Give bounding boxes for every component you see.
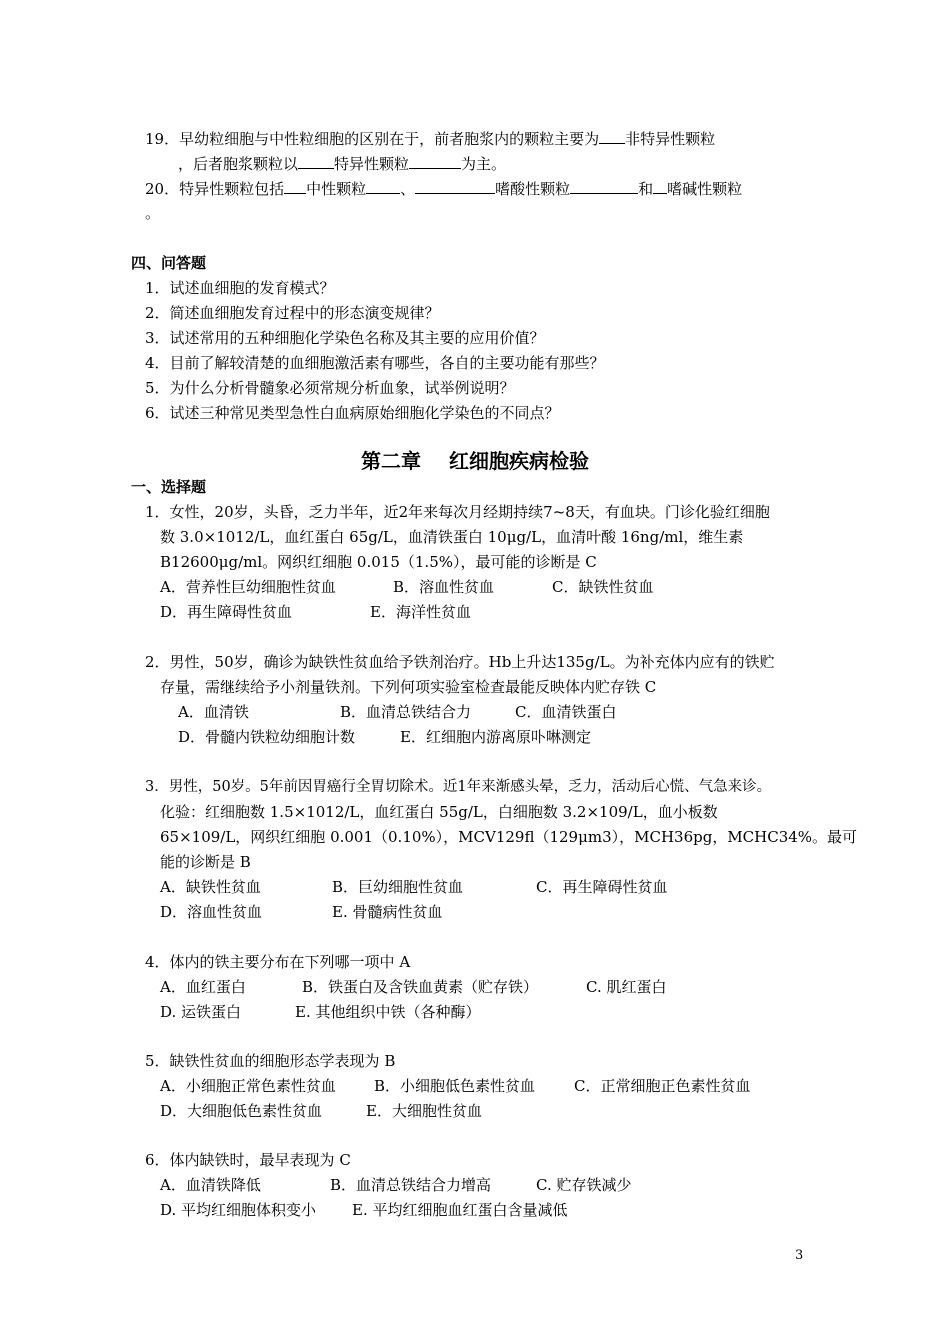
question-line: 能的诊断是 B	[160, 853, 251, 871]
option-b: B．铁蛋白及含铁血黄素（贮存铁）	[302, 978, 539, 996]
answer-text: 嗜酸性颗粒	[495, 180, 571, 198]
chapter-number: 第二章	[361, 449, 421, 473]
answer-blank	[653, 178, 667, 194]
essay-item: 2．简述血细胞发育过程中的形态演变规律？	[145, 304, 440, 322]
answer-blank	[415, 178, 495, 194]
essay-item: 4．目前了解较清楚的血细胞激活素有哪些，各自的主要功能有那些？	[145, 354, 605, 372]
option-b: B．巨幼细胞性贫血	[332, 878, 464, 896]
answer-text: 嗜碱性颗粒	[667, 180, 743, 198]
option-a: A．血红蛋白	[160, 978, 246, 996]
option-d: D．骨髓内铁粒幼细胞计数	[178, 728, 356, 746]
option-a: A．血清铁降低	[160, 1176, 261, 1194]
question-text: 、	[400, 180, 416, 198]
question-line: 65×109/L，网织红细胞 0.001（0.10%），MCV129fl（129μm3），MCH36pg，MCHC34%。最可	[160, 828, 858, 846]
question-text: ，后者胞浆颗粒以	[178, 155, 299, 173]
essay-item: 1．试述血细胞的发育模式？	[145, 279, 335, 297]
option-c: C. 肌红蛋白	[586, 978, 667, 996]
choice-heading: 一、选择题	[131, 478, 207, 496]
answer-text: 特异性颗粒	[334, 155, 410, 173]
option-e: E．大细胞性贫血	[366, 1102, 482, 1120]
essay-heading: 四、问答题	[131, 254, 207, 272]
option-b: B．血清总铁结合力	[340, 703, 472, 721]
fill-in-question-19-cont	[178, 153, 506, 174]
answer-blank	[366, 178, 400, 194]
question-line: B12600μg/ml。网织红细胞 0.015（1.5%），最可能的诊断是 C	[160, 553, 597, 571]
question-text: 为主。	[461, 155, 507, 173]
option-b: B．溶血性贫血	[393, 578, 495, 596]
question-line: 数 3.0×1012/L，血红蛋白 65g/L，血清铁蛋白 10μg/L，血清叶酸 16ng/ml，维生素	[160, 528, 744, 546]
question-line: 3．男性，50岁。5年前因胃癌行全胃切除术。近1年来渐感头晕，乏力，活动后心慌、气急来诊。	[145, 779, 772, 795]
page-number: 3	[795, 1248, 804, 1263]
option-d: D. 平均红细胞体积变小	[160, 1201, 317, 1219]
option-b: B．小细胞低色素性贫血	[374, 1077, 536, 1095]
question-text: 和	[638, 180, 654, 198]
answer-blank	[599, 128, 625, 144]
option-c: C. 贮存铁减少	[536, 1176, 632, 1194]
answer-blank	[284, 178, 306, 194]
question-line: 存量，需继续给予小剂量铁剂。下列何项实验室检查最能反映体内贮存铁 C	[160, 678, 657, 696]
question-line: 6．体内缺铁时，最早表现为 C	[145, 1151, 351, 1169]
fill-in-question-20	[145, 178, 742, 199]
option-c: C．正常细胞正色素性贫血	[574, 1077, 751, 1095]
option-c: C．再生障碍性贫血	[536, 878, 668, 896]
chapter-name: 红细胞疾病检验	[449, 449, 589, 473]
question-text: 。	[145, 204, 161, 222]
answer-text: 非特异性颗粒	[625, 130, 716, 148]
option-b: B．血清总铁结合力增高	[330, 1176, 492, 1194]
question-line: 化验：红细胞数 1.5×1012/L，血红蛋白 55g/L，白细胞数 3.2×109/L，血小板数	[160, 803, 718, 821]
option-d: D．溶血性贫血	[160, 903, 263, 921]
answer-text: 中性颗粒	[306, 180, 367, 198]
fill-in-question-20-cont	[145, 203, 160, 223]
essay-item: 6．试述三种常见类型急性白血病原始细胞化学染色的不同点？	[145, 404, 560, 422]
option-a: A．血清铁	[178, 703, 249, 721]
question-line: 4．体内的铁主要分布在下列哪一项中 A	[145, 953, 411, 971]
answer-blank	[409, 153, 461, 169]
option-d: D．大细胞低色素性贫血	[160, 1102, 323, 1120]
fill-in-question-19	[145, 128, 715, 149]
option-e: E. 其他组织中铁（各种酶）	[295, 1003, 481, 1021]
answer-blank	[298, 153, 334, 169]
option-e: E．海洋性贫血	[370, 603, 471, 621]
option-e: E. 平均红细胞血红蛋白含量减低	[352, 1201, 568, 1219]
question-text: 20．特异性颗粒包括	[145, 180, 285, 198]
question-line: 1．女性，20岁，头昏，乏力半年，近2年来每次月经期持续7~8天，有血块。门诊化验红细胞	[145, 503, 770, 521]
essay-item: 3．试述常用的五种细胞化学染色名称及其主要的应用价值？	[145, 329, 545, 347]
chapter-title	[0, 448, 950, 474]
option-c: C．缺铁性贫血	[552, 578, 654, 596]
option-e: E. 骨髓病性贫血	[332, 903, 443, 921]
question-text: 19．早幼粒细胞与中性粒细胞的区别在于，前者胞浆内的颗粒主要为	[145, 130, 600, 148]
option-a: A．小细胞正常色素性贫血	[160, 1077, 336, 1095]
option-e: E．红细胞内游离原卟啉测定	[400, 728, 591, 746]
essay-item: 5．为什么分析骨髓象必须常规分析血象，试举例说明？	[145, 379, 515, 397]
option-a: A．缺铁性贫血	[160, 878, 261, 896]
option-a: A．营养性巨幼细胞性贫血	[160, 578, 336, 596]
option-d: D．再生障碍性贫血	[160, 603, 293, 621]
answer-blank	[570, 178, 638, 194]
question-line: 2．男性，50岁，确诊为缺铁性贫血给予铁剂治疗。Hb上升达135g/L。为补充体内应有的铁贮	[145, 653, 775, 671]
option-d: D. 运铁蛋白	[160, 1003, 242, 1021]
question-line: 5．缺铁性贫血的细胞形态学表现为 B	[145, 1052, 396, 1070]
option-c: C．血清铁蛋白	[515, 703, 617, 721]
